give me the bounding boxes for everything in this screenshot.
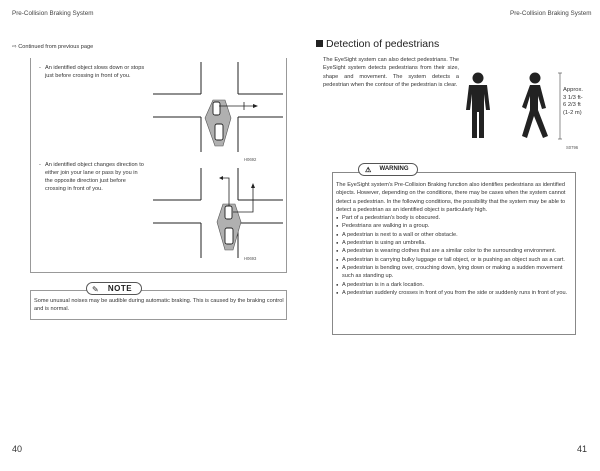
page-number-right: 41: [577, 444, 588, 454]
height-label-line: 3 1/3 ft-: [563, 94, 583, 101]
height-label-line: 6 2/3 ft: [563, 102, 581, 109]
figure-code: H0693: [244, 256, 257, 261]
list-item: ● Pedestrians are walking in a group.: [336, 222, 572, 230]
warning-label-text: WARNING: [379, 166, 409, 172]
page-number-left: 40: [12, 444, 23, 454]
list-item: - An identified object changes direction to either join your lane or pass by you in the opposite direction just before crossing in front of you.: [39, 162, 144, 192]
figure-code: S0796: [566, 145, 579, 150]
list-item: ● A pedestrian is next to a wall or other obstacle.: [336, 231, 572, 239]
intro-paragraph: The EyeSight system can also detect pedestrians. The EyeSight system detects pedestrians from their size, shape and movement. The system detects a pedestrian when the contour of the pedestrian is clear.: [323, 57, 459, 88]
intersection-diagram-1: [153, 62, 283, 152]
left-content-box: [30, 58, 287, 273]
section-title: [316, 38, 439, 50]
warning-triangle-icon: ⚠: [365, 167, 372, 174]
warning-list: [336, 214, 572, 297]
warning-intro: The EyeSight system's Pre-Collision Braking function also identifies pedestrians as identified objects. However, depending on the conditions, there may be cases when the system cannot detect a pedestrian. In the following conditions, the possibility that the system may be able to detect a pedestrian as an identified object is particularly high.: [336, 182, 566, 213]
height-bracket: [558, 72, 562, 140]
figure-code: H0692: [244, 157, 257, 162]
height-label-line: Approx.: [563, 87, 583, 93]
left-header: Pre-Collision Braking System: [12, 10, 94, 17]
section-marker-icon: [316, 40, 323, 47]
list-item: ● Part of a pedestrian's body is obscured.: [336, 214, 572, 222]
list-item-text: An identified object slows down or stops just before crossing in front of you.: [45, 65, 145, 79]
note-label-text: NOTE: [107, 284, 133, 293]
list-item: - An identified object slows down or stops just before crossing in front of you.: [39, 65, 145, 79]
list-item: ● A pedestrian suddenly crosses in front of you from the side or suddenly runs in front of you.: [336, 289, 572, 297]
height-label-line: (1-2 m): [563, 109, 582, 116]
height-label: [563, 87, 583, 117]
continued-note: ⇨ Continued from previous page: [12, 44, 94, 50]
list-item: ● A pedestrian is carrying bulky luggage or tall object, or is pushing an object such as a cart.: [336, 256, 572, 264]
right-header: Pre-Collision Braking System: [510, 10, 592, 17]
list-item: ● A pedestrian is wearing clothes that are a similar color to the surrounding environment.: [336, 247, 572, 255]
warning-body: [336, 181, 572, 297]
own-vehicle: [215, 124, 223, 140]
warning-label: [358, 163, 418, 176]
walking-pedestrian-icon: [518, 72, 554, 140]
intersection-diagram-2: [153, 168, 283, 258]
target-vehicle: [225, 206, 232, 219]
standing-pedestrian-icon: [463, 72, 493, 140]
list-item: ● A pedestrian is bending over, crouching down, lying down or making a sudden movement such as standing up.: [336, 264, 572, 281]
section-title-text: Detection of pedestrians: [326, 38, 440, 50]
own-vehicle: [225, 228, 233, 244]
list-item-text: An identified object changes direction to either join your lane or pass by you in the opposite direction just before crossing in front of you.: [45, 162, 144, 192]
note-text: Some unusual noises may be audible during automatic braking. This is caused by the braking control and is normal.: [34, 298, 284, 313]
note-label: [86, 282, 142, 295]
list-item: ● A pedestrian is using an umbrella.: [336, 239, 572, 247]
note-box: [30, 290, 287, 320]
target-vehicle: [213, 102, 220, 115]
note-icon: ✎: [92, 285, 100, 294]
list-item: ● A pedestrian is in a dark location.: [336, 281, 572, 289]
